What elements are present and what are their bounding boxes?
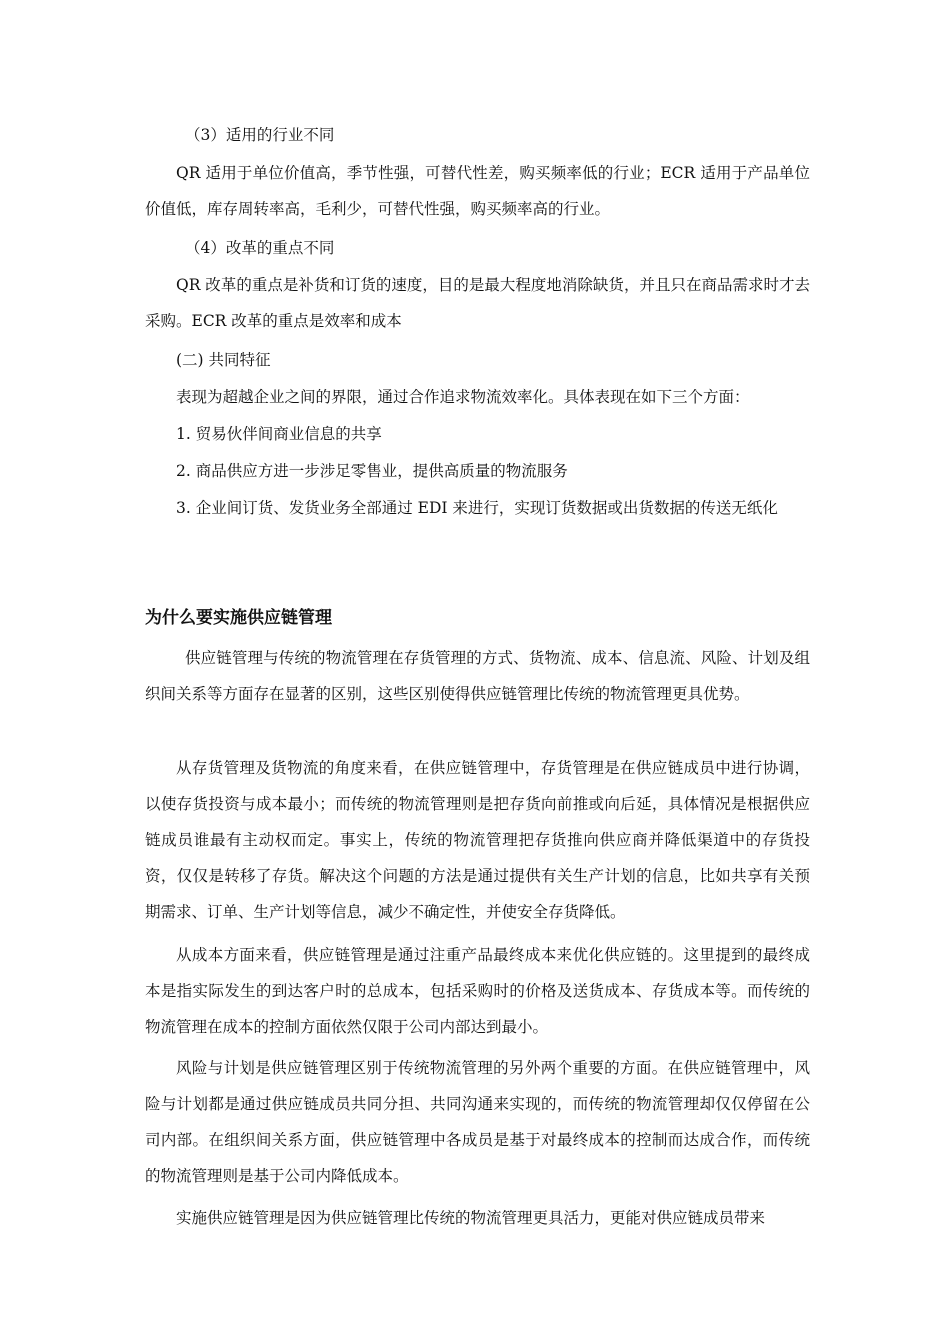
list-item-3: 3. 企业间订货、发货业务全部通过 EDI 来进行，实现订货数据或出货数据的传送无纸化 xyxy=(176,499,778,517)
body-paragraph-3: 从成本方面来看，供应链管理是通过注重产品最终成本来优化供应链的。这里提到的最终成本是指实际发生的到达客户时的总成本，包括采购时的价格及送货成本、存货成本等。而传统的物流管理在成本的控制方面依然仅限于公司内部达到最小。 xyxy=(145,946,810,1036)
list-item-2: 2. 商品供应方进一步涉足零售业，提供高质量的物流服务 xyxy=(176,462,568,480)
subheading-industry: （3）适用的行业不同 xyxy=(185,126,335,144)
section-heading: 为什么要实施供应链管理 xyxy=(145,608,332,628)
body-paragraph-4: 风险与计划是供应链管理区别于传统物流管理的另外两个重要的方面。在供应链管理中，风险与计划都是通过供应链成员共同分担、共同沟通来实现的，而传统的物流管理却仅仅停留在公司内部。在组织间关系方面，供应链管理中各成员是基于对最终成本的控制而达成合作，而传统的物流管理则是基于公司内降低成本。 xyxy=(145,1059,810,1185)
subheading-common-features: (二) 共同特征 xyxy=(176,351,271,369)
body-paragraph-5: 实施供应链管理是因为供应链管理比传统的物流管理更具活力，更能对供应链成员带来 xyxy=(176,1209,766,1227)
body-paragraph-2: 从存货管理及货物流的角度来看，在供应链管理中，存货管理是在供应链成员中进行协调，以使存货投资与成本最小；而传统的物流管理则是把存货向前推或向后延，具体情况是根据供应链成员谁最有主动权而定。事实上，传统的物流管理把存货推向供应商并降低渠道中的存货投资，仅仅是转移了存货。解决这个问题的方法是通过提供有关生产计划的信息，比如共享有关预期需求、订单、生产计划等信息，减少不确定性，并使安全存货降低。 xyxy=(145,759,810,921)
paragraph-common-intro: 表现为超越企业之间的界限，通过合作追求物流效率化。具体表现在如下三个方面： xyxy=(176,388,750,406)
subheading-reform-focus: （4）改革的重点不同 xyxy=(185,239,335,257)
body-paragraph-1: 供应链管理与传统的物流管理在存货管理的方式、货物流、成本、信息流、风险、计划及组织间关系等方面存在显著的区别，这些区别使得供应链管理比传统的物流管理更具优势。 xyxy=(145,649,810,703)
list-item-1: 1. 贸易伙伴间商业信息的共享 xyxy=(176,425,382,443)
paragraph-industry: QR 适用于单位价值高，季节性强，可替代性差，购买频率低的行业；ECR 适用于产品单位价值低，库存周转率高，毛利少，可替代性强，购买频率高的行业。 xyxy=(145,164,810,218)
paragraph-reform-focus: QR 改革的重点是补货和订货的速度，目的是最大程度地消除缺货，并且只在商品需求时才去采购。ECR 改革的重点是效率和成本 xyxy=(145,276,810,330)
